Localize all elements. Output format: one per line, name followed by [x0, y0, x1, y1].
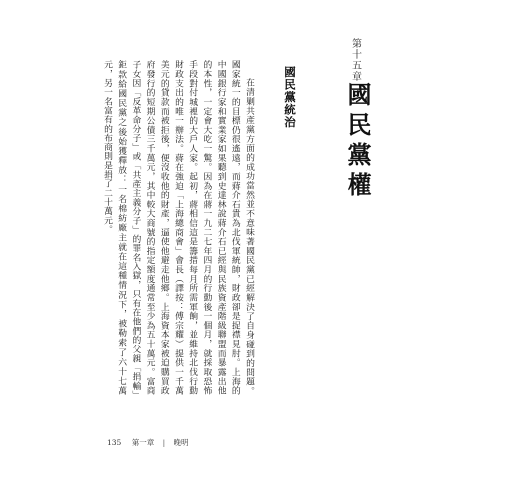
footer-separator: |: [162, 438, 166, 447]
body-text: [100, 60, 256, 395]
chapter-number-column: [340, 38, 370, 82]
chapter-title: 國民黨權: [343, 82, 372, 202]
footer-book-label: 晚明: [173, 438, 189, 447]
chapter-number: 第十五章: [349, 38, 361, 82]
page-number: 135: [107, 438, 122, 447]
footer-chapter-label: 第一章: [131, 438, 155, 447]
body-paragraph: 在清剿共產黨方面的成功當然並不意味著國民黨已經解決了自身碰到的問題。國家統一的目標仍很遙遠，而蔣介石貴為北伐軍統帥，財政卻是捉襟見肘。上海的中國銀行家和實業家如果聽到史達林說蔣介石已經與民族資產階級聯盟而暴露出他的本性，一定會大吃一驚。因為在蔣一九二七年四月的行動後一個月，就採取恐怖手段對付城裡的大戶人家。起初，蔣相信這是籌措每月所需軍餉，並維持北伐行動財政支出的唯一辦法。蔣在強迫「上海總商會」會長（譯按：傅宗耀）提供一千萬美元的貸款而被拒後，便沒收他的財產，逼使他避走他鄉。上海資本家被迫購買政府發行的短期公債三千萬元，其中較大商號的指定額度通常至少為五十萬元。富商子女因「反革命分子」或「共產主義分子」的罪名入獄，只有在他們的父親「捐輸」鉅款給國民黨之後始獲釋放：一名棉紡廠主就在這種情況下，被勒索了六十七萬元，另一名富有的布商則是捐了二十萬元。: [101, 60, 254, 395]
section-title: 國民黨統治: [283, 66, 297, 129]
page-footer: [107, 437, 189, 448]
